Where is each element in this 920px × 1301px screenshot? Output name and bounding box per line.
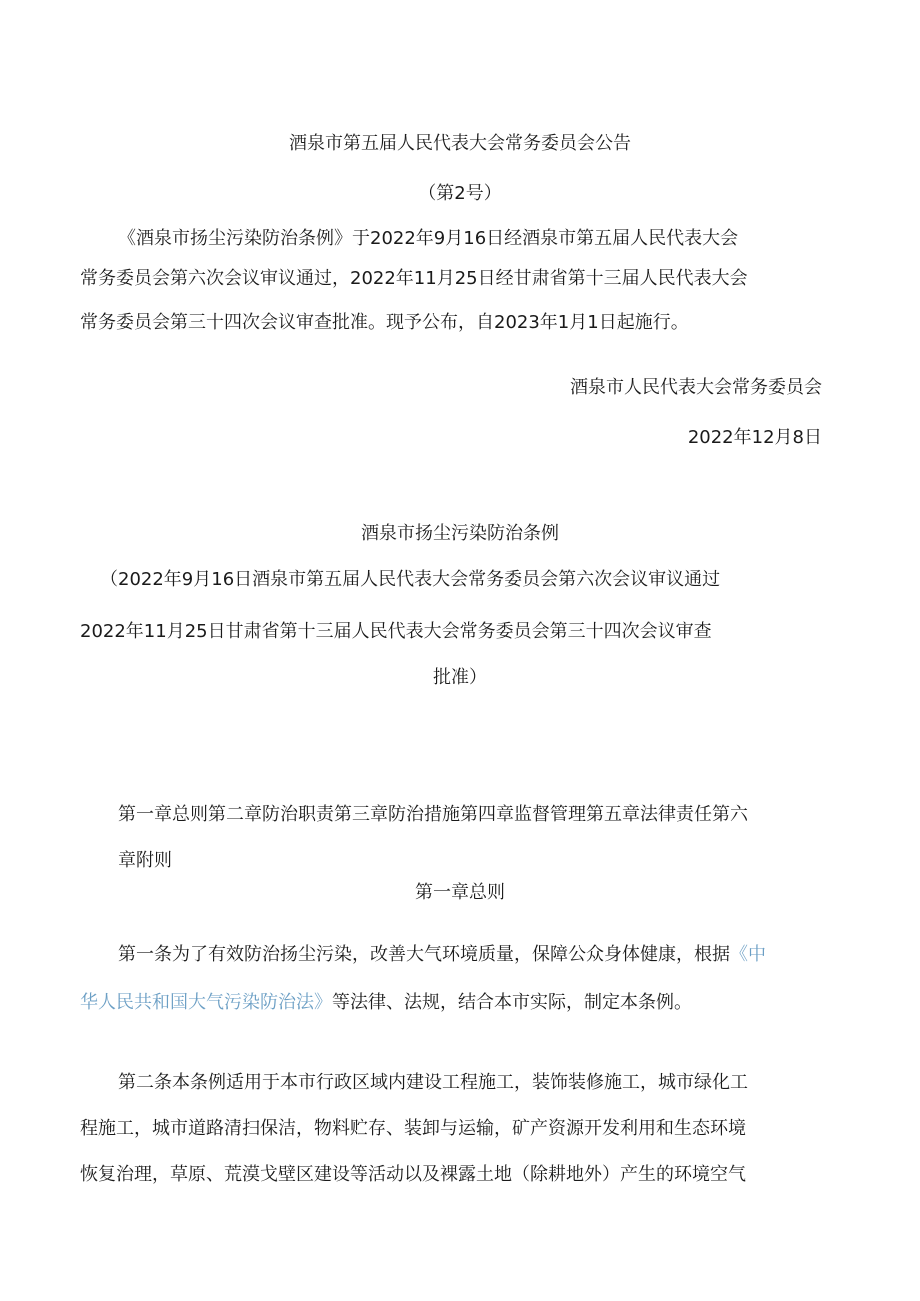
announcement-issuer: 酒泉市人民代表大会常务委员会 <box>570 377 822 398</box>
regulation-approval-line: 批准） <box>433 667 487 688</box>
regulation-approval-line: （2022年9月16日酒泉市第五届人民代表大会常务委员会第六次会议审议通过 <box>100 569 721 590</box>
chapter-heading: 第一章总则 <box>415 882 505 903</box>
announcement-title: 酒泉市第五届人民代表大会常务委员会公告 <box>289 133 631 154</box>
announcement-date: 2022年12月8日 <box>687 427 822 448</box>
article-2-line: 恢复治理，草原、荒漠戈壁区建设等活动以及裸露土地（除耕地外）产生的环境空气 <box>80 1164 746 1185</box>
announcement-number: （第2号） <box>418 183 502 204</box>
article-1-line <box>80 990 692 1016</box>
article-2-line: 程施工，城市道路清扫保洁，物料贮存、装卸与运输，矿产资源开发利用和生态环境 <box>80 1118 746 1139</box>
regulation-title: 酒泉市扬尘污染防治条例 <box>361 523 559 544</box>
law-reference-link[interactable]: 《中 <box>730 944 766 965</box>
article-2-line: 第二条本条例适用于本市行政区域内建设工程施工，装饰装修施工，城市绿化工 <box>118 1072 748 1093</box>
law-reference-link[interactable]: 华人民共和国大气污染防治法》 <box>80 992 332 1013</box>
toc-line: 章附则 <box>118 850 172 871</box>
announcement-body-line: 常务委员会第三十四次会议审查批准。现予公布，自2023年1月1日起施行。 <box>80 312 689 333</box>
toc-line: 第一章总则第二章防治职责第三章防治措施第四章监督管理第五章法律责任第六 <box>118 804 748 825</box>
article-1-line <box>118 942 766 968</box>
article-1-text: 第一条为了有效防治扬尘污染，改善大气环境质量，保障公众身体健康，根据 <box>118 944 730 965</box>
announcement-body-line: 《酒泉市扬尘污染防治条例》于2022年9月16日经酒泉市第五届人民代表大会 <box>118 228 739 249</box>
regulation-approval-line: 2022年11月25日甘肃省第十三届人民代表大会常务委员会第三十四次会议审查 <box>80 621 712 642</box>
announcement-body-line: 常务委员会第六次会议审议通过，2022年11月25日经甘肃省第十三届人民代表大会 <box>80 268 748 289</box>
article-1-text: 等法律、法规，结合本市实际，制定本条例。 <box>332 992 692 1013</box>
